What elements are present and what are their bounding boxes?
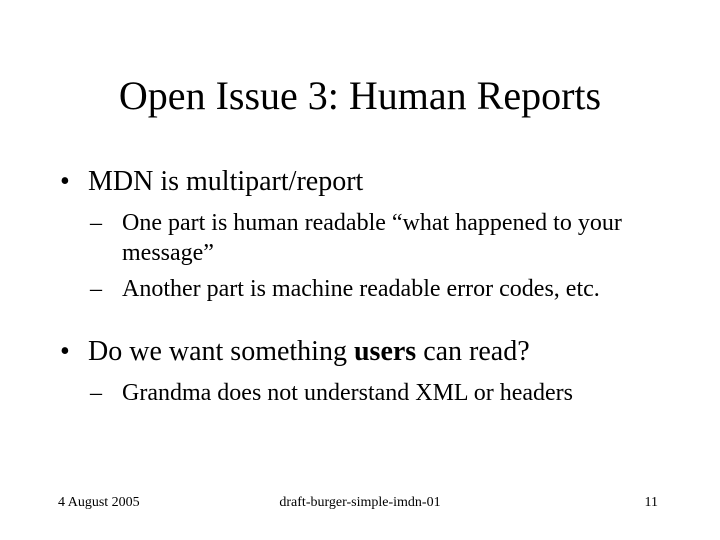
footer-date: 4 August 2005 <box>58 495 140 510</box>
sub-bullet-text: One part is human readable “what happened to your message” <box>122 210 622 266</box>
sub-bullet-item <box>90 378 660 408</box>
bullet-marker: • <box>60 166 70 197</box>
bullet-item <box>60 334 660 370</box>
sub-bullet-item <box>90 208 660 268</box>
bullet-item <box>60 164 660 200</box>
bullet-list <box>60 164 660 414</box>
sub-bullet-text: Another part is machine readable error codes, etc. <box>122 276 600 302</box>
bullet-marker: • <box>60 336 70 367</box>
footer-page-number: 11 <box>644 495 658 510</box>
bullet-text-after: can read? <box>416 336 530 367</box>
sub-bullet-list <box>90 208 660 304</box>
dash-marker: – <box>90 276 102 302</box>
sub-bullet-text: Grandma does not understand XML or headers <box>122 380 573 406</box>
bullet-text-before: Do we want something <box>88 336 354 367</box>
bullet-text: MDN is multipart/report <box>88 166 364 197</box>
dash-marker: – <box>90 380 102 406</box>
bullet-text-bold: users <box>353 336 417 367</box>
slide-title: Open Issue 3: Human Reports <box>118 73 602 118</box>
dash-marker: – <box>90 210 102 236</box>
spacer <box>60 310 660 334</box>
sub-bullet-list <box>90 378 660 408</box>
footer-doc-name: draft-burger-simple-imdn-01 <box>279 495 441 510</box>
sub-bullet-item <box>90 274 660 304</box>
